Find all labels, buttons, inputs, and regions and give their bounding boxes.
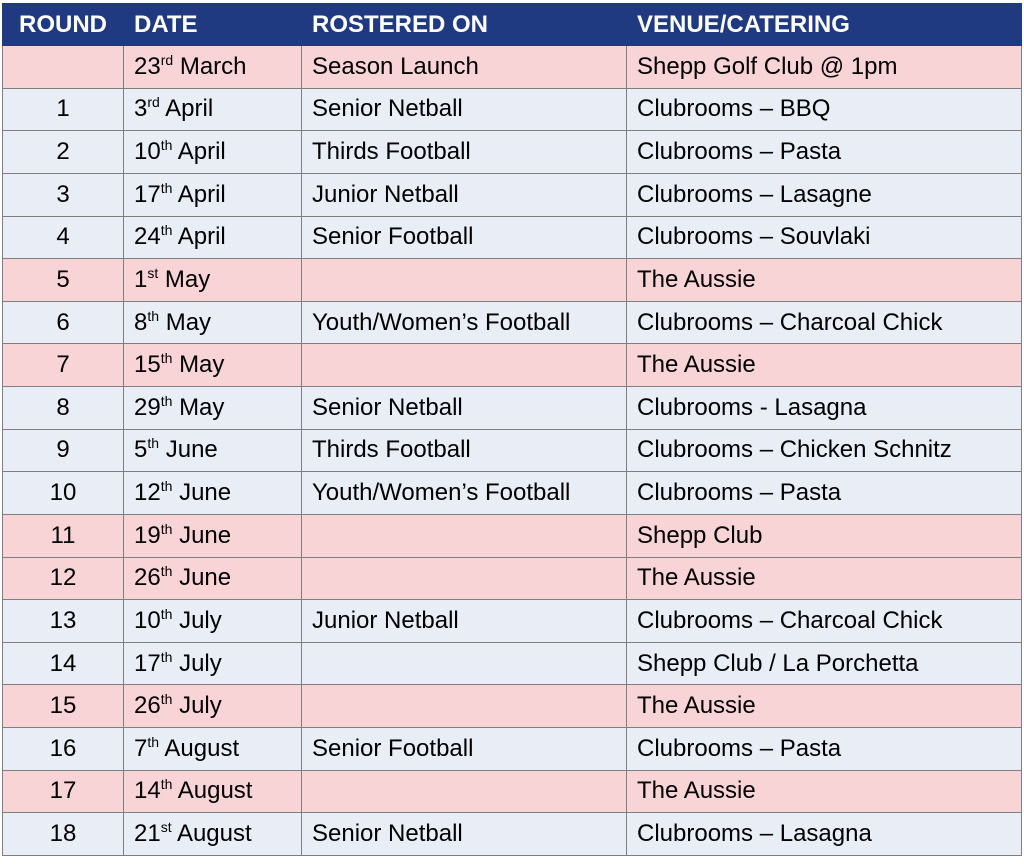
date-month: April	[177, 223, 226, 251]
date-suffix: th	[160, 350, 173, 367]
table-row	[3, 429, 1022, 472]
rostered-on-cell: Senior Netball	[302, 88, 627, 131]
date-month: June	[165, 436, 218, 464]
date-cell	[124, 770, 302, 813]
rostered-on-cell: Youth/Women’s Football	[302, 472, 627, 515]
rostered-on-cell	[302, 770, 627, 813]
venue-catering-cell: Clubrooms – Charcoal Chick	[627, 600, 1022, 643]
date-day: 23	[134, 52, 161, 80]
header-venue-catering: VENUE/CATERING	[627, 4, 1022, 46]
date-suffix: th	[160, 605, 173, 622]
date-suffix: st	[160, 819, 172, 836]
table-row	[3, 728, 1022, 771]
round-cell: 17	[3, 770, 124, 813]
date-suffix: th	[160, 691, 173, 708]
date-month: August	[176, 820, 252, 848]
venue-catering-cell: The Aussie	[627, 557, 1022, 600]
rostered-on-cell: Youth/Women’s Football	[302, 301, 627, 344]
date-suffix: th	[160, 478, 173, 495]
date-day: 7	[134, 734, 148, 762]
date-cell	[124, 557, 302, 600]
date-cell	[124, 301, 302, 344]
date-month: June	[179, 521, 232, 549]
round-cell: 15	[3, 685, 124, 728]
rostered-on-cell: Senior Football	[302, 728, 627, 771]
round-cell: 5	[3, 259, 124, 302]
date-day: 10	[134, 606, 161, 634]
venue-catering-cell: Clubrooms – Pasta	[627, 472, 1022, 515]
round-cell: 18	[3, 813, 124, 856]
rostered-on-cell	[302, 557, 627, 600]
venue-catering-cell: Clubrooms – BBQ	[627, 88, 1022, 131]
date-month: April	[177, 180, 226, 208]
date-cell	[124, 728, 302, 771]
date-month: June	[179, 479, 232, 507]
date-suffix: th	[147, 435, 160, 452]
round-cell: 10	[3, 472, 124, 515]
date-suffix: th	[160, 392, 173, 409]
header-row	[3, 4, 1022, 46]
date-suffix: st	[147, 264, 159, 281]
table-row	[3, 173, 1022, 216]
rostered-on-cell: Senior Netball	[302, 813, 627, 856]
date-month: June	[179, 564, 232, 592]
date-day: 15	[134, 351, 161, 379]
date-suffix: th	[160, 520, 173, 537]
rostered-on-cell: Thirds Football	[302, 131, 627, 174]
table-row	[3, 259, 1022, 302]
date-cell	[124, 387, 302, 430]
date-day: 10	[134, 138, 161, 166]
date-cell	[124, 685, 302, 728]
round-cell: 6	[3, 301, 124, 344]
header-round: ROUND	[3, 4, 124, 46]
round-cell: 11	[3, 514, 124, 557]
round-cell: 1	[3, 88, 124, 131]
date-cell	[124, 259, 302, 302]
table-row	[3, 685, 1022, 728]
table-row	[3, 600, 1022, 643]
date-month: May	[179, 393, 225, 421]
date-suffix: th	[160, 137, 173, 154]
date-day: 19	[134, 521, 161, 549]
table-row	[3, 770, 1022, 813]
round-cell: 16	[3, 728, 124, 771]
date-cell	[124, 131, 302, 174]
venue-catering-cell: Clubrooms – Charcoal Chick	[627, 301, 1022, 344]
date-month: July	[179, 606, 222, 634]
date-day: 26	[134, 564, 161, 592]
rostered-on-cell: Senior Football	[302, 216, 627, 259]
venue-catering-cell: The Aussie	[627, 770, 1022, 813]
table-row	[3, 514, 1022, 557]
date-month: May	[164, 265, 211, 293]
date-day: 3	[134, 95, 148, 123]
round-cell: 4	[3, 216, 124, 259]
round-cell: 14	[3, 642, 124, 685]
date-suffix: th	[160, 179, 173, 196]
date-month: March	[179, 52, 247, 80]
round-cell	[3, 46, 124, 89]
date-suffix: th	[147, 733, 160, 750]
venue-catering-cell: The Aussie	[627, 259, 1022, 302]
rostered-on-cell: Junior Netball	[302, 173, 627, 216]
round-cell: 9	[3, 429, 124, 472]
date-day: 14	[134, 777, 161, 805]
date-cell	[124, 46, 302, 89]
round-cell: 7	[3, 344, 124, 387]
date-cell	[124, 472, 302, 515]
round-cell: 8	[3, 387, 124, 430]
table-row	[3, 387, 1022, 430]
table-row	[3, 301, 1022, 344]
venue-catering-cell: The Aussie	[627, 344, 1022, 387]
venue-catering-cell: Clubrooms – Lasagne	[627, 173, 1022, 216]
table-row	[3, 344, 1022, 387]
venue-catering-cell: Clubrooms – Souvlaki	[627, 216, 1022, 259]
header-rostered-on: ROSTERED ON	[302, 4, 627, 46]
date-month: May	[179, 351, 225, 379]
table-row	[3, 642, 1022, 685]
table-row	[3, 46, 1022, 89]
date-cell	[124, 642, 302, 685]
date-cell	[124, 344, 302, 387]
date-month: July	[179, 649, 222, 677]
date-suffix: th	[160, 563, 173, 580]
rostered-on-cell: Thirds Football	[302, 429, 627, 472]
date-cell	[124, 88, 302, 131]
venue-catering-cell: Clubrooms – Pasta	[627, 728, 1022, 771]
roster-table	[2, 3, 1022, 856]
venue-catering-cell: The Aussie	[627, 685, 1022, 728]
venue-catering-cell: Clubrooms - Lasagna	[627, 387, 1022, 430]
date-cell	[124, 600, 302, 643]
table-row	[3, 131, 1022, 174]
date-day: 1	[134, 265, 148, 293]
table-header	[3, 4, 1022, 46]
rostered-on-cell: Season Launch	[302, 46, 627, 89]
table-row	[3, 472, 1022, 515]
rostered-on-cell	[302, 685, 627, 728]
header-date: DATE	[124, 4, 302, 46]
venue-catering-cell: Clubrooms – Chicken Schnitz	[627, 429, 1022, 472]
date-cell	[124, 216, 302, 259]
date-cell	[124, 514, 302, 557]
date-suffix: th	[147, 307, 160, 324]
date-day: 26	[134, 692, 161, 720]
venue-catering-cell: Shepp Golf Club @ 1pm	[627, 46, 1022, 89]
venue-catering-cell: Shepp Club	[627, 514, 1022, 557]
date-suffix: rd	[147, 94, 160, 111]
table-row	[3, 216, 1022, 259]
table-body	[3, 46, 1022, 856]
date-day: 17	[134, 180, 161, 208]
date-day: 17	[134, 649, 161, 677]
round-cell: 13	[3, 600, 124, 643]
table-row	[3, 813, 1022, 856]
table-row	[3, 88, 1022, 131]
date-suffix: th	[160, 648, 173, 665]
date-day: 5	[134, 436, 148, 464]
rostered-on-cell	[302, 259, 627, 302]
date-suffix: th	[160, 222, 173, 239]
date-month: May	[165, 308, 212, 336]
rostered-on-cell: Senior Netball	[302, 387, 627, 430]
rostered-on-cell: Junior Netball	[302, 600, 627, 643]
date-day: 29	[134, 393, 161, 421]
date-month: July	[179, 692, 222, 720]
date-cell	[124, 173, 302, 216]
date-suffix: rd	[160, 51, 174, 68]
date-suffix: th	[160, 776, 173, 793]
date-month: August	[177, 777, 253, 805]
rostered-on-cell	[302, 642, 627, 685]
date-cell	[124, 429, 302, 472]
date-month: April	[165, 95, 214, 123]
date-day: 21	[134, 820, 161, 848]
date-month: August	[164, 734, 240, 762]
date-day: 24	[134, 223, 161, 251]
date-month: April	[177, 138, 226, 166]
rostered-on-cell	[302, 344, 627, 387]
venue-catering-cell: Clubrooms – Pasta	[627, 131, 1022, 174]
venue-catering-cell: Clubrooms – Lasagna	[627, 813, 1022, 856]
date-day: 12	[134, 479, 161, 507]
venue-catering-cell: Shepp Club / La Porchetta	[627, 642, 1022, 685]
rostered-on-cell	[302, 514, 627, 557]
table-row	[3, 557, 1022, 600]
round-cell: 3	[3, 173, 124, 216]
date-day: 8	[134, 308, 148, 336]
round-cell: 2	[3, 131, 124, 174]
round-cell: 12	[3, 557, 124, 600]
date-cell	[124, 813, 302, 856]
